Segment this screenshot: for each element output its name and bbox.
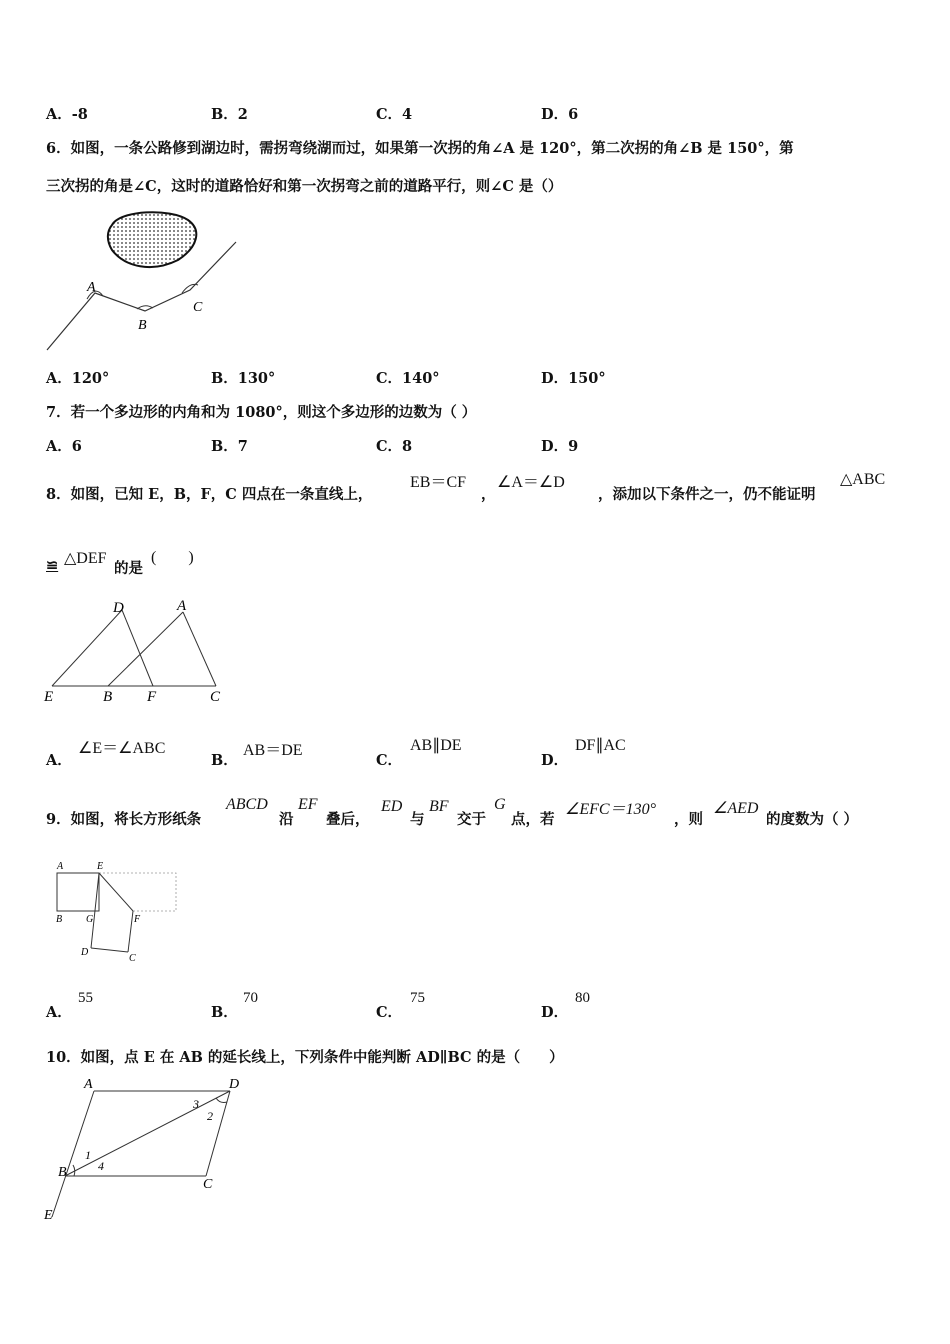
q9-formula-g: G — [494, 796, 506, 813]
q10-stem: 10．如图，点 E 在 AB 的延长线上，下列条件中能判断 AD∥BC 的是（ ） — [46, 1049, 564, 1066]
q8-label-b: B — [103, 689, 113, 705]
q9-formula-ed: ED — [381, 798, 403, 815]
q9-option-b-letter: B． — [211, 1004, 238, 1021]
q9-formula-bf: BF — [429, 798, 449, 815]
q8-formula-eb-cf: EB＝CF — [410, 474, 467, 491]
q9-stem-7: ，则 — [674, 811, 703, 828]
q9-label-g: G — [86, 914, 94, 925]
q6-label-a: A — [87, 280, 96, 295]
q9-label-a: A — [57, 861, 64, 872]
q9-option-c-value: 75 — [410, 990, 425, 1006]
q8-label-c: C — [210, 689, 221, 705]
q8-label-e: E — [44, 689, 54, 705]
q9-option-d-value: 80 — [575, 990, 590, 1006]
q8-formula-abc: △ABC — [840, 471, 886, 488]
q10-label-b: B — [58, 1165, 67, 1180]
q9-formula-aed: ∠AED — [713, 800, 759, 817]
q5-option-b: B．2 — [211, 106, 248, 123]
q10-label-c: C — [203, 1177, 213, 1192]
q10-angle-3: 3 — [193, 1097, 199, 1111]
q5-option-d: D．6 — [541, 106, 579, 123]
q9-stem-6: 点，若 — [511, 811, 555, 828]
q6-option-b: B．130° — [211, 370, 276, 387]
q9-option-a-value: 55 — [78, 990, 93, 1006]
q10-angle-2: 2 — [207, 1109, 213, 1123]
q9-stem-1: 9．如图，将长方形纸条 — [46, 811, 202, 828]
q6-label-c: C — [193, 300, 203, 315]
q6-option-a: A．120° — [46, 370, 110, 387]
q8-option-a-formula: ∠E＝∠ABC — [78, 740, 166, 757]
q8-option-d-formula: DF∥AC — [575, 737, 626, 754]
q10-label-d: D — [229, 1077, 240, 1092]
q8-comma: ， — [481, 486, 496, 503]
q9-label-b: B — [56, 914, 63, 925]
lake — [108, 212, 196, 267]
q6-option-c: C．140° — [376, 370, 440, 387]
q8-formula-angle-a-d: ∠A＝∠D — [497, 474, 565, 491]
q9-formula-ef: EF — [298, 796, 318, 813]
q8-figure-triangles — [40, 592, 240, 707]
q8-stem-b: ，添加以下条件之一，仍不能证明 — [598, 486, 816, 503]
q8-option-b-formula: AB＝DE — [243, 742, 303, 759]
q8-option-d-letter: D． — [541, 752, 569, 769]
q8-label-f: F — [147, 689, 157, 705]
q8-label-a: A — [177, 598, 187, 614]
q9-label-c: C — [129, 953, 136, 964]
q8-paren: ( ) — [151, 549, 194, 566]
q9-figure-folded-strip — [48, 855, 183, 965]
q10-figure-parallelogram — [40, 1072, 260, 1227]
q5-option-c: C．4 — [376, 106, 413, 123]
q9-stem-3: 叠后， — [326, 811, 370, 828]
q8-stem-c: 的是 — [114, 560, 143, 577]
q8-option-c-letter: C． — [376, 752, 403, 769]
q7-option-c: C．8 — [376, 438, 413, 455]
q9-formula-efc: ∠EFC＝130° — [565, 801, 656, 818]
q8-label-d: D — [113, 600, 124, 616]
q9-option-a-letter: A． — [46, 1004, 72, 1021]
q8-option-c-formula: AB∥DE — [410, 737, 462, 754]
q10-angle-4: 4 — [98, 1159, 104, 1173]
q9-label-e: E — [97, 861, 104, 872]
q8-option-a-letter: A． — [46, 752, 72, 769]
q6-stem-line1: 6．如图，一条公路修到湖边时，需拐弯绕湖而过，如果第一次拐的角∠A 是 120°，第二次拐的角∠B 是 150°，第 — [46, 140, 794, 157]
q7-stem: 7．若一个多边形的内角和为 1080°，则这个多边形的边数为（ ） — [46, 404, 477, 421]
q6-option-d: D．150° — [541, 370, 606, 387]
q9-option-d-letter: D． — [541, 1004, 569, 1021]
q9-stem-2: 沿 — [279, 811, 294, 828]
q9-stem-5: 交于 — [457, 811, 486, 828]
q5-option-a: A．-8 — [46, 106, 88, 123]
q9-stem-4: 与 — [410, 811, 425, 828]
q6-stem-line2: 三次拐的角是∠C，这时的道路恰好和第一次拐弯之前的道路平行，则∠C 是（） — [46, 178, 563, 195]
q9-label-f: F — [134, 914, 141, 925]
q6-figure-road-lake — [40, 205, 250, 355]
q9-stem-8: 的度数为（ ） — [766, 811, 859, 828]
q9-label-d: D — [81, 947, 89, 958]
q7-option-b: B．7 — [211, 438, 248, 455]
q7-option-d: D．9 — [541, 438, 579, 455]
q6-label-b: B — [138, 318, 147, 333]
q8-option-b-letter: B． — [211, 752, 238, 769]
q10-angle-1: 1 — [85, 1148, 91, 1162]
q8-congruent-sign: ≌ — [46, 557, 59, 574]
q8-formula-def: △DEF — [64, 550, 107, 567]
q7-option-a: A．6 — [46, 438, 82, 455]
q10-label-e: E — [44, 1208, 53, 1223]
q9-option-c-letter: C． — [376, 1004, 403, 1021]
q8-stem-a: 8．如图，已知 E，B，F，C 四点在一条直线上， — [46, 486, 373, 503]
q9-option-b-value: 70 — [243, 990, 258, 1006]
q9-formula-abcd: ABCD — [226, 796, 268, 813]
q10-label-a: A — [84, 1077, 93, 1092]
